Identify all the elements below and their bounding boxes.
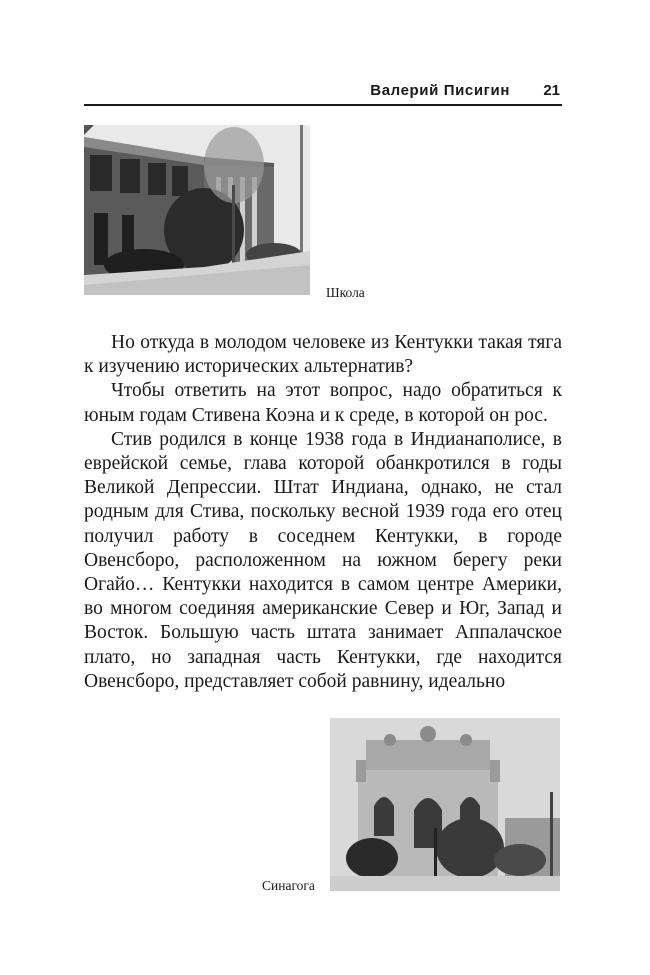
paragraph: Но откуда в молодом человеке из Кентукки такая тяга к изучению исторических альтернатив? [84, 332, 562, 378]
body-text [84, 331, 562, 694]
school-photo [84, 125, 310, 295]
synagogue-caption: Синагога [262, 878, 315, 893]
synagogue-photo [330, 718, 560, 891]
paragraph: Чтобы ответить на этот вопрос, надо обратиться к юным годам Стивена Коэна и к среде, в которой он рос. [84, 380, 562, 426]
page-number: 21 [543, 82, 560, 99]
running-header [84, 78, 562, 106]
header-author: Валерий Писигин [370, 82, 510, 99]
school-caption: Школа [326, 285, 365, 300]
paragraph: Стив родился в конце 1938 года в Индианаполисе, в еврейской семье, глава которой обанкротился в годы Великой Депрессии. Штат Индиана, однако, не стал родным для Стива, поскольку весной 1939 года его отец получил работу в соседнем Кентукки, в городе Овенсборо, расположенном на южном берегу реки Огайо… Кентукки находится в самом центре Америки, во многом соединяя американские Север и Юг, Запад и Восток. Большую часть штата занимает Аппалачское плато, но западная часть Кентукки, где находится Овенсборо, представляет собой равнину, идеально [84, 428, 562, 692]
